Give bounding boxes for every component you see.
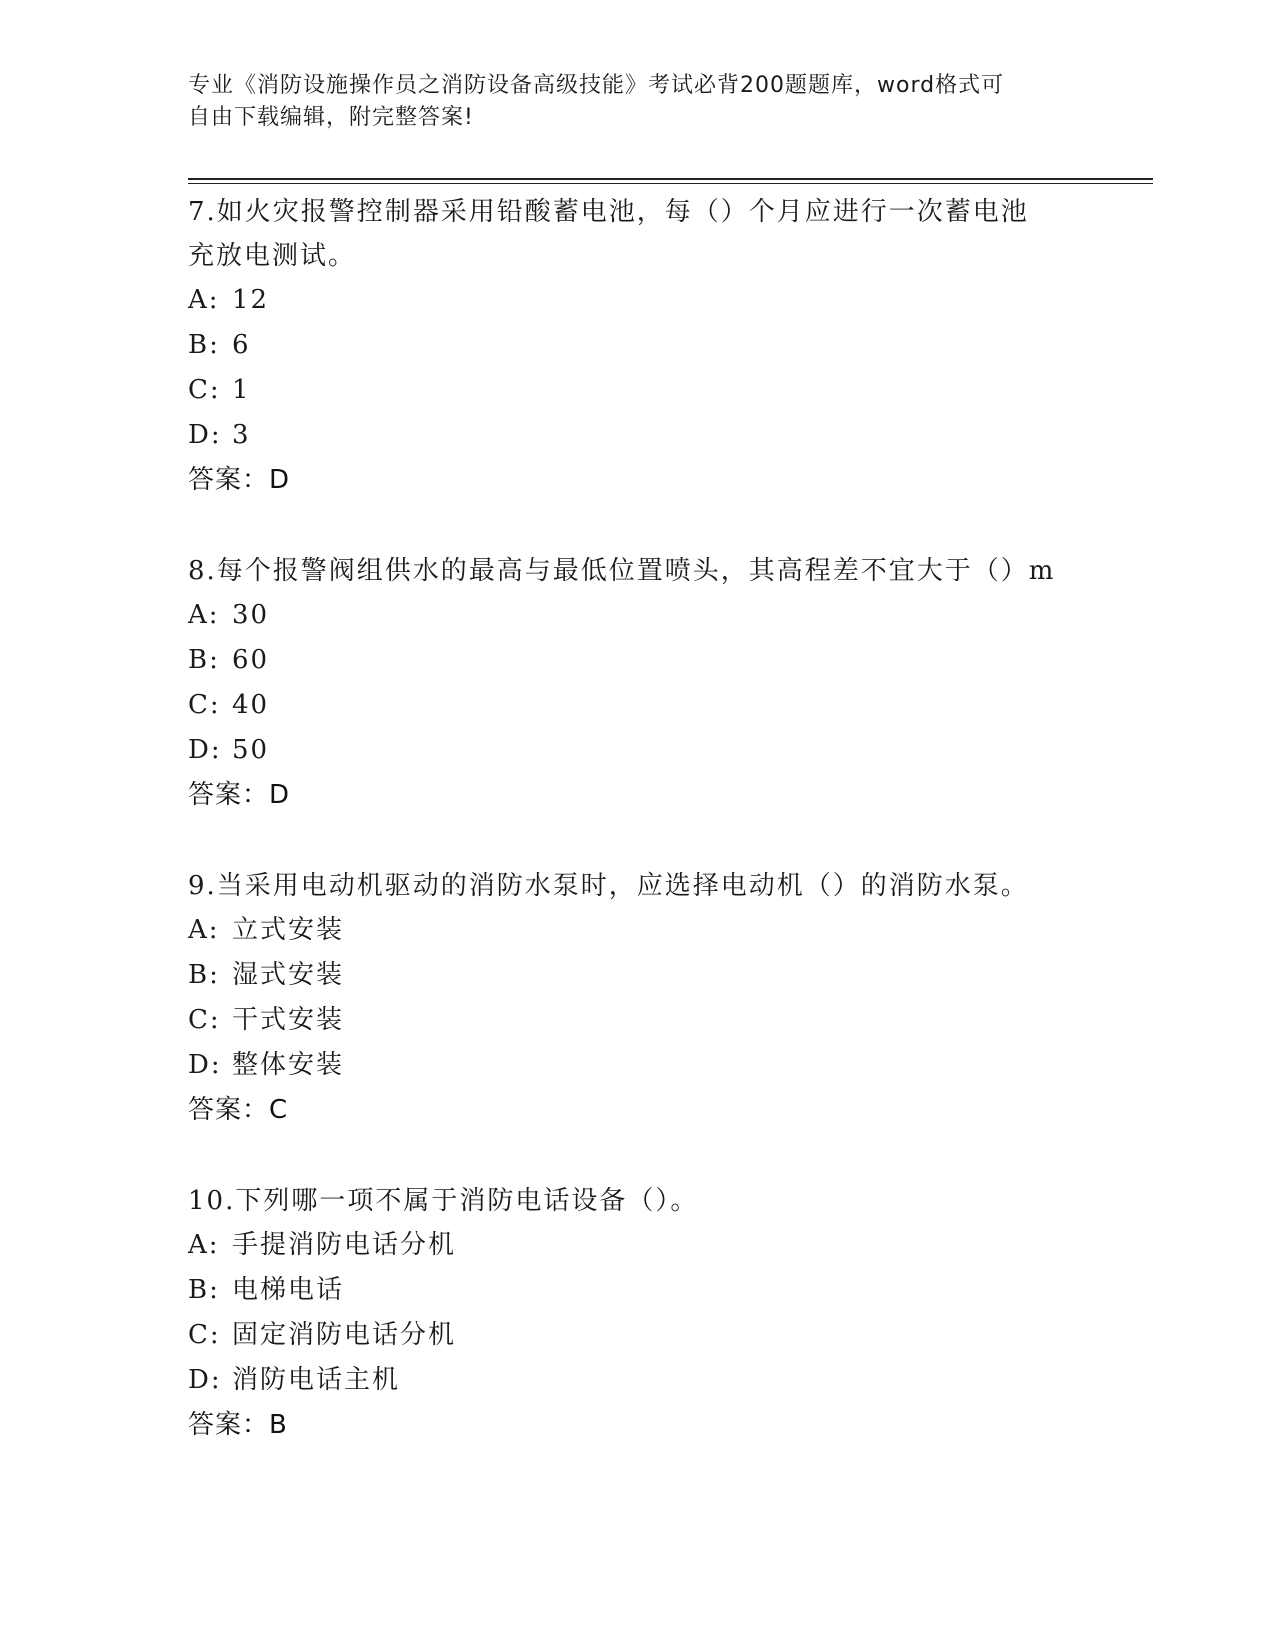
answer: 答案：D	[188, 780, 291, 810]
question-text-line: 9.当采用电动机驱动的消防水泵时，应选择电动机（）的消防水泵。	[188, 871, 1029, 901]
option-key: C:	[188, 375, 221, 405]
header-line-1: 专业《消防设施操作员之消防设备高级技能》考试必背200题题库，word格式可	[188, 73, 1005, 98]
question-9	[188, 864, 1088, 1133]
option-value: 1	[232, 375, 251, 405]
option-value: 立式安装	[232, 915, 345, 945]
option-value: 整体安装	[232, 1050, 345, 1080]
header-line-2: 自由下载编辑，附完整答案!	[188, 105, 474, 130]
option-d	[188, 1043, 1088, 1088]
option-a	[188, 593, 1088, 638]
option-d	[188, 1358, 1088, 1403]
option-d	[188, 728, 1088, 773]
option-b	[188, 323, 1088, 368]
option-c	[188, 998, 1088, 1043]
question-7	[188, 190, 1088, 503]
option-value: 30	[232, 600, 270, 630]
option-key: B:	[188, 1275, 220, 1305]
option-key: D:	[188, 420, 222, 450]
option-c	[188, 683, 1088, 728]
option-value: 40	[232, 690, 270, 720]
option-value: 电梯电话	[232, 1275, 345, 1305]
option-key: A:	[188, 915, 220, 945]
option-key: B:	[188, 330, 220, 360]
option-a	[188, 278, 1088, 323]
option-value: 3	[232, 420, 251, 450]
question-text-line: 10.下列哪一项不属于消防电话设备（）。	[188, 1186, 699, 1216]
question-8	[188, 549, 1088, 818]
option-value: 湿式安装	[232, 960, 345, 990]
option-key: B:	[188, 645, 220, 675]
answer: 答案：D	[188, 465, 291, 495]
option-b	[188, 953, 1088, 998]
option-value: 手提消防电话分机	[232, 1230, 457, 1260]
option-key: D:	[188, 735, 222, 765]
option-value: 50	[232, 735, 270, 765]
option-key: A:	[188, 285, 220, 315]
option-d	[188, 413, 1088, 458]
option-key: D:	[188, 1050, 222, 1080]
option-value: 60	[232, 645, 270, 675]
header-divider	[188, 178, 1153, 184]
question-list	[188, 190, 1088, 1494]
question-text-line: 7.如火灾报警控制器采用铅酸蓄电池，每（）个月应进行一次蓄电池	[188, 197, 1029, 227]
option-key: D:	[188, 1365, 222, 1395]
option-a	[188, 908, 1088, 953]
option-b	[188, 638, 1088, 683]
document-header	[188, 70, 1068, 134]
question-10	[188, 1179, 1088, 1448]
option-value: 6	[232, 330, 251, 360]
question-text-line: 8.每个报警阀组供水的最高与最低位置喷头，其高程差不宜大于（）m	[188, 556, 1056, 586]
option-value: 12	[232, 285, 270, 315]
answer: 答案：B	[188, 1410, 288, 1440]
question-text-line: 充放电测试。	[188, 241, 357, 271]
option-value: 固定消防电话分机	[232, 1320, 457, 1350]
option-value: 干式安装	[232, 1005, 345, 1035]
option-key: C:	[188, 1005, 221, 1035]
option-key: B:	[188, 960, 220, 990]
option-key: C:	[188, 690, 221, 720]
option-key: C:	[188, 1320, 221, 1350]
option-value: 消防电话主机	[232, 1365, 401, 1395]
option-c	[188, 368, 1088, 413]
option-b	[188, 1268, 1088, 1313]
answer: 答案：C	[188, 1095, 289, 1125]
option-key: A:	[188, 600, 220, 630]
option-c	[188, 1313, 1088, 1358]
option-key: A:	[188, 1230, 220, 1260]
option-a	[188, 1223, 1088, 1268]
